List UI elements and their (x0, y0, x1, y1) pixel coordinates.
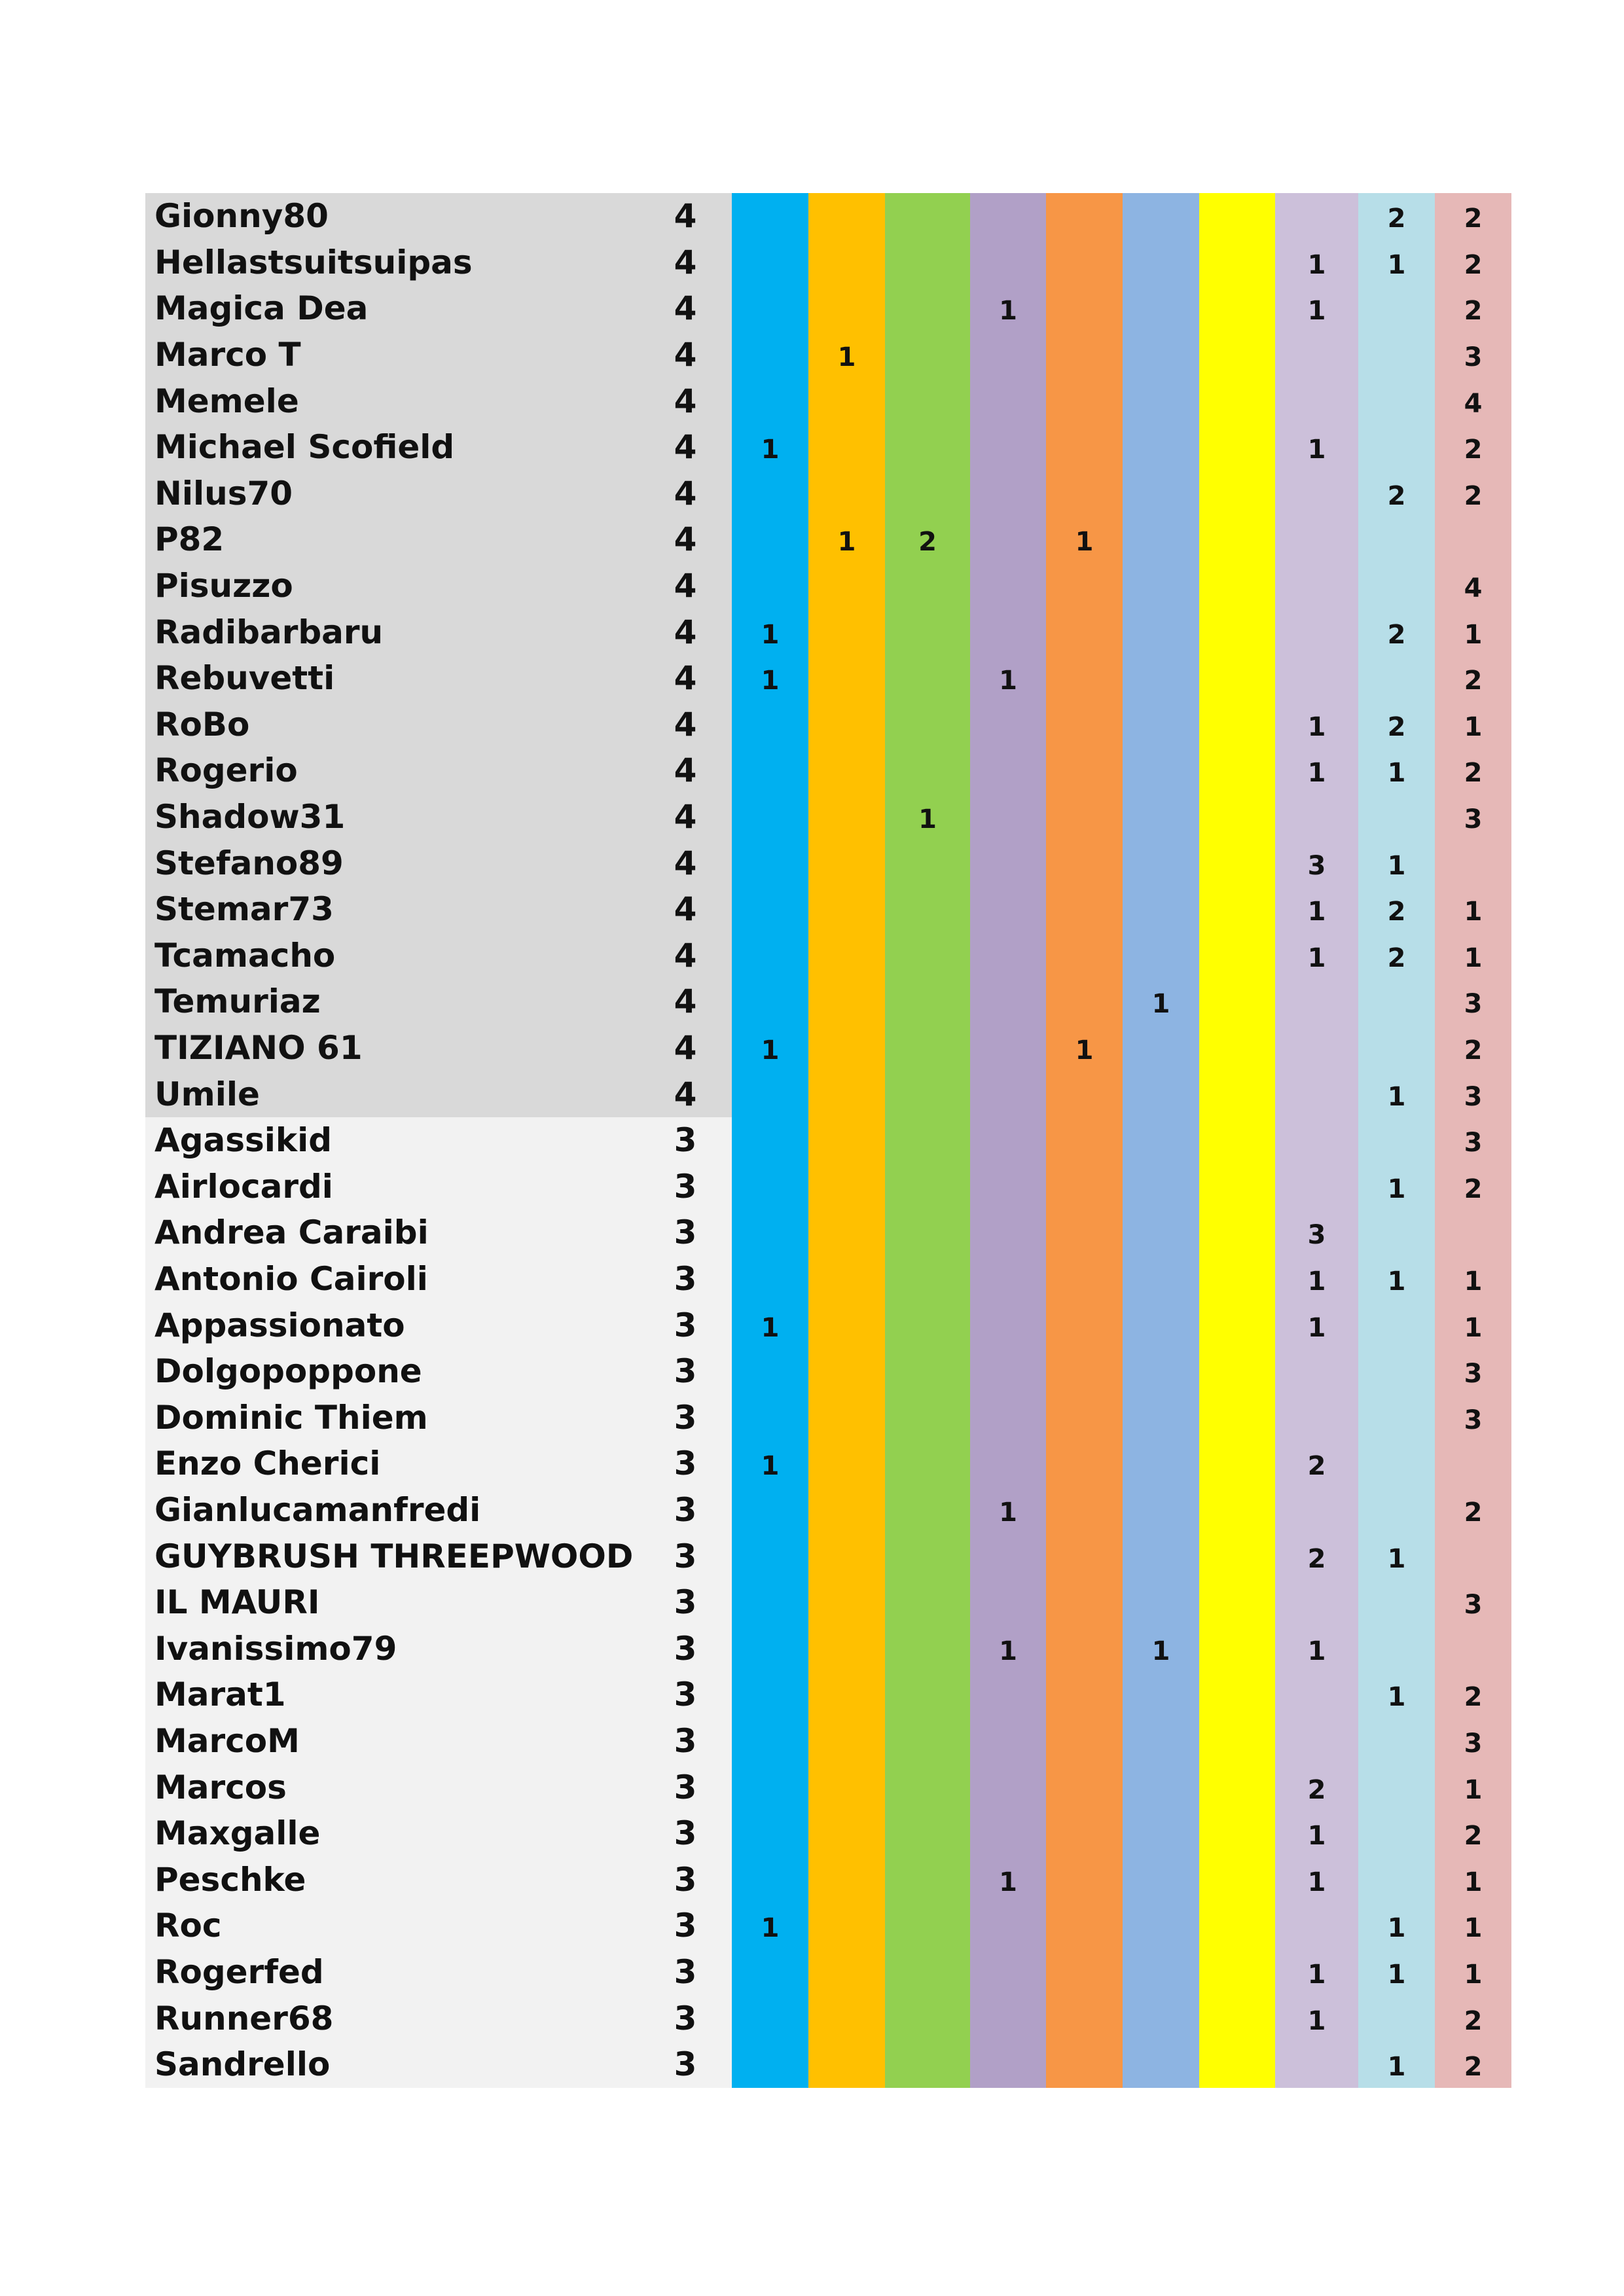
category-count-cell: 1 (1151, 1636, 1170, 1666)
player-score: 4 (674, 705, 697, 744)
category-column-7 (1199, 193, 1275, 2088)
player-name: MarcoM (154, 1722, 300, 1761)
category-count-cell: 1 (1307, 1960, 1326, 1990)
player-name: Gianlucamanfredi (154, 1491, 481, 1530)
category-count-cell: 1 (1464, 942, 1483, 973)
player-name: Maxgalle (154, 1814, 321, 1853)
player-score: 3 (674, 1814, 697, 1853)
player-name: Runner68 (154, 1999, 334, 2037)
category-count-cell: 2 (1464, 1498, 1483, 1528)
player-name: Airlocardi (154, 1167, 333, 1206)
category-count-cell: 1 (999, 666, 1017, 696)
player-name: TIZIANO 61 (154, 1029, 363, 1067)
category-count-cell: 3 (1464, 1590, 1483, 1621)
category-count-cell: 1 (761, 619, 780, 650)
category-count-cell: 1 (1307, 711, 1326, 742)
player-name: Magica Dea (154, 289, 369, 328)
player-name: Appassionato (154, 1306, 405, 1344)
category-count-cell: 1 (1387, 1174, 1406, 1204)
player-name: Ivanissimo79 (154, 1629, 397, 1668)
player-score: 4 (674, 336, 697, 374)
category-count-cell: 3 (1464, 1729, 1483, 1759)
category-count-cell: 1 (1307, 942, 1326, 973)
player-score: 4 (674, 659, 697, 698)
category-column-4 (970, 193, 1046, 2088)
category-count-cell: 2 (1307, 1451, 1326, 1482)
player-name: Marco T (154, 336, 301, 374)
category-count-cell: 1 (1464, 897, 1483, 927)
category-count-cell: 2 (1387, 204, 1406, 234)
category-count-cell: 3 (1464, 1405, 1483, 1435)
player-name: Temuriaz (154, 982, 321, 1021)
category-count-cell: 4 (1464, 388, 1483, 419)
category-count-cell: 1 (1151, 989, 1170, 1020)
category-count-cell: 4 (1464, 573, 1483, 604)
player-score: 4 (674, 844, 697, 882)
player-score: 4 (674, 243, 697, 281)
category-column-2 (808, 193, 885, 2088)
category-count-cell: 1 (1387, 2052, 1406, 2083)
category-count-cell: 2 (1387, 942, 1406, 973)
category-count-cell: 2 (1464, 204, 1483, 234)
player-name: P82 (154, 520, 225, 559)
category-count-cell: 1 (761, 1312, 780, 1343)
category-count-cell: 3 (1307, 850, 1326, 881)
player-score: 3 (674, 1537, 697, 1575)
player-name: Enzo Cherici (154, 1444, 381, 1483)
player-score: 4 (674, 520, 697, 559)
player-score: 3 (674, 2045, 697, 2084)
category-count-cell: 1 (761, 1035, 780, 1066)
category-count-cell: 1 (761, 666, 780, 696)
category-count-cell: 3 (1464, 804, 1483, 835)
category-count-cell: 3 (1464, 342, 1483, 373)
category-count-cell: 2 (1464, 480, 1483, 511)
category-count-cell: 2 (1387, 619, 1406, 650)
player-score: 3 (674, 1260, 697, 1299)
category-count-cell: 2 (1307, 1774, 1326, 1805)
category-count-cell: 1 (1387, 1960, 1406, 1990)
category-count-cell: 2 (1464, 666, 1483, 696)
player-score: 3 (674, 1398, 697, 1437)
category-count-cell: 1 (837, 342, 856, 373)
player-name: Sandrello (154, 2045, 331, 2084)
category-count-cell: 2 (1387, 711, 1406, 742)
category-count-cell: 1 (1387, 1543, 1406, 1574)
player-score: 3 (674, 1953, 697, 1992)
player-score: 4 (674, 890, 697, 929)
player-score: 3 (674, 1999, 697, 2037)
player-score: 4 (674, 289, 697, 328)
category-count-cell: 1 (1387, 1682, 1406, 1713)
player-name: Memele (154, 382, 299, 420)
category-count-cell: 1 (761, 1451, 780, 1482)
category-count-cell: 2 (1464, 249, 1483, 280)
category-count-cell: 1 (1464, 1774, 1483, 1805)
category-count-cell: 1 (1387, 850, 1406, 881)
category-count-cell: 2 (1464, 1821, 1483, 1852)
category-count-cell: 1 (1387, 758, 1406, 789)
player-score: 4 (674, 751, 697, 790)
player-score: 3 (674, 1583, 697, 1622)
player-score: 3 (674, 1167, 697, 1206)
category-count-cell: 1 (1464, 1960, 1483, 1990)
player-name: Stefano89 (154, 844, 344, 882)
category-count-cell: 1 (999, 1867, 1017, 1897)
category-count-cell: 1 (1307, 435, 1326, 465)
player-score: 3 (674, 1491, 697, 1530)
player-name: Rogerio (154, 751, 298, 790)
player-name: IL MAURI (154, 1583, 320, 1622)
player-score: 3 (674, 1676, 697, 1714)
category-count-cell: 1 (1464, 1867, 1483, 1897)
category-count-cell: 1 (837, 527, 856, 558)
category-count-cell: 1 (1464, 1913, 1483, 1944)
category-count-cell: 1 (1464, 711, 1483, 742)
category-count-cell: 1 (761, 435, 780, 465)
category-count-cell: 1 (1464, 1312, 1483, 1343)
player-score: 4 (674, 567, 697, 605)
category-count-cell: 2 (1464, 296, 1483, 327)
player-name: Rebuvetti (154, 659, 335, 698)
player-score: 3 (674, 1768, 697, 1806)
player-name: Rogerfed (154, 1953, 324, 1992)
player-name: Hellastsuitsuipas (154, 243, 473, 281)
category-count-cell: 1 (1307, 897, 1326, 927)
player-score: 4 (674, 982, 697, 1021)
player-score: 3 (674, 1352, 697, 1391)
category-count-cell: 2 (1464, 1174, 1483, 1204)
category-count-cell: 2 (918, 527, 937, 558)
player-score: 4 (674, 798, 697, 836)
category-count-cell: 2 (1464, 2052, 1483, 2083)
category-count-cell: 1 (1387, 1913, 1406, 1944)
player-name: Marat1 (154, 1676, 286, 1714)
standings-table (145, 193, 1521, 2087)
player-score: 4 (674, 936, 697, 975)
player-name: Dominic Thiem (154, 1398, 428, 1437)
player-name: Gionny80 (154, 197, 329, 236)
player-score: 3 (674, 1722, 697, 1761)
category-count-cell: 1 (1307, 1636, 1326, 1666)
category-count-cell: 2 (1307, 1543, 1326, 1574)
category-count-cell: 3 (1464, 1128, 1483, 1158)
player-name: Agassikid (154, 1121, 333, 1160)
player-score: 3 (674, 1306, 697, 1344)
player-name: Umile (154, 1075, 260, 1113)
category-count-cell: 1 (1387, 1266, 1406, 1297)
category-count-cell: 1 (999, 1498, 1017, 1528)
category-count-cell: 1 (1307, 296, 1326, 327)
player-name: Roc (154, 1907, 222, 1945)
category-count-cell: 1 (1464, 1266, 1483, 1297)
player-name: Andrea Caraibi (154, 1213, 429, 1252)
category-count-cell: 1 (761, 1913, 780, 1944)
category-count-cell: 3 (1307, 1220, 1326, 1251)
category-column-3 (885, 193, 970, 2088)
player-score: 3 (674, 1907, 697, 1945)
player-score: 3 (674, 1213, 697, 1252)
category-count-cell: 1 (918, 804, 937, 835)
player-name: Nilus70 (154, 474, 293, 512)
category-count-cell: 3 (1464, 989, 1483, 1020)
player-name: Peschke (154, 1860, 306, 1899)
category-count-cell: 2 (1464, 758, 1483, 789)
category-count-cell: 1 (1387, 1081, 1406, 1112)
player-score: 3 (674, 1860, 697, 1899)
player-score: 4 (674, 613, 697, 651)
player-name: Radibarbaru (154, 613, 384, 651)
player-score: 4 (674, 1075, 697, 1113)
player-score: 4 (674, 382, 697, 420)
category-count-cell: 2 (1387, 897, 1406, 927)
player-name: Stemar73 (154, 890, 334, 929)
player-score: 4 (674, 1029, 697, 1067)
player-score: 4 (674, 197, 697, 236)
player-name: Antonio Cairoli (154, 1260, 428, 1299)
player-score: 4 (674, 474, 697, 512)
player-name: RoBo (154, 705, 250, 744)
category-count-cell: 1 (1075, 1035, 1094, 1066)
category-count-cell: 2 (1464, 1035, 1483, 1066)
category-count-cell: 1 (1307, 249, 1326, 280)
category-count-cell: 2 (1464, 1682, 1483, 1713)
category-count-cell: 2 (1464, 2005, 1483, 2036)
category-count-cell: 1 (1307, 1312, 1326, 1343)
player-name: Tcamacho (154, 936, 336, 975)
category-column-1 (732, 193, 808, 2088)
category-count-cell: 1 (1307, 1266, 1326, 1297)
category-count-cell: 1 (1307, 1867, 1326, 1897)
category-count-cell: 1 (1307, 758, 1326, 789)
category-count-cell: 1 (999, 296, 1017, 327)
player-score: 3 (674, 1444, 697, 1483)
player-name: Dolgopoppone (154, 1352, 422, 1391)
category-count-cell: 2 (1387, 480, 1406, 511)
category-count-cell: 3 (1464, 1081, 1483, 1112)
category-column-5 (1046, 193, 1123, 2088)
category-count-cell: 3 (1464, 1359, 1483, 1390)
player-name: Pisuzzo (154, 567, 293, 605)
category-count-cell: 2 (1464, 435, 1483, 465)
player-name: GUYBRUSH THREEPWOOD (154, 1537, 634, 1575)
player-name: Michael Scofield (154, 428, 455, 467)
category-count-cell: 1 (1307, 1821, 1326, 1852)
player-name: Shadow31 (154, 798, 346, 836)
category-count-cell: 1 (1464, 619, 1483, 650)
category-column-6 (1123, 193, 1199, 2088)
category-count-cell: 1 (1387, 249, 1406, 280)
category-count-cell: 1 (1075, 527, 1094, 558)
player-score: 4 (674, 428, 697, 467)
category-count-cell: 1 (999, 1636, 1017, 1666)
player-name: Marcos (154, 1768, 287, 1806)
player-score: 3 (674, 1121, 697, 1160)
category-count-cell: 1 (1307, 2005, 1326, 2036)
player-score: 3 (674, 1629, 697, 1668)
